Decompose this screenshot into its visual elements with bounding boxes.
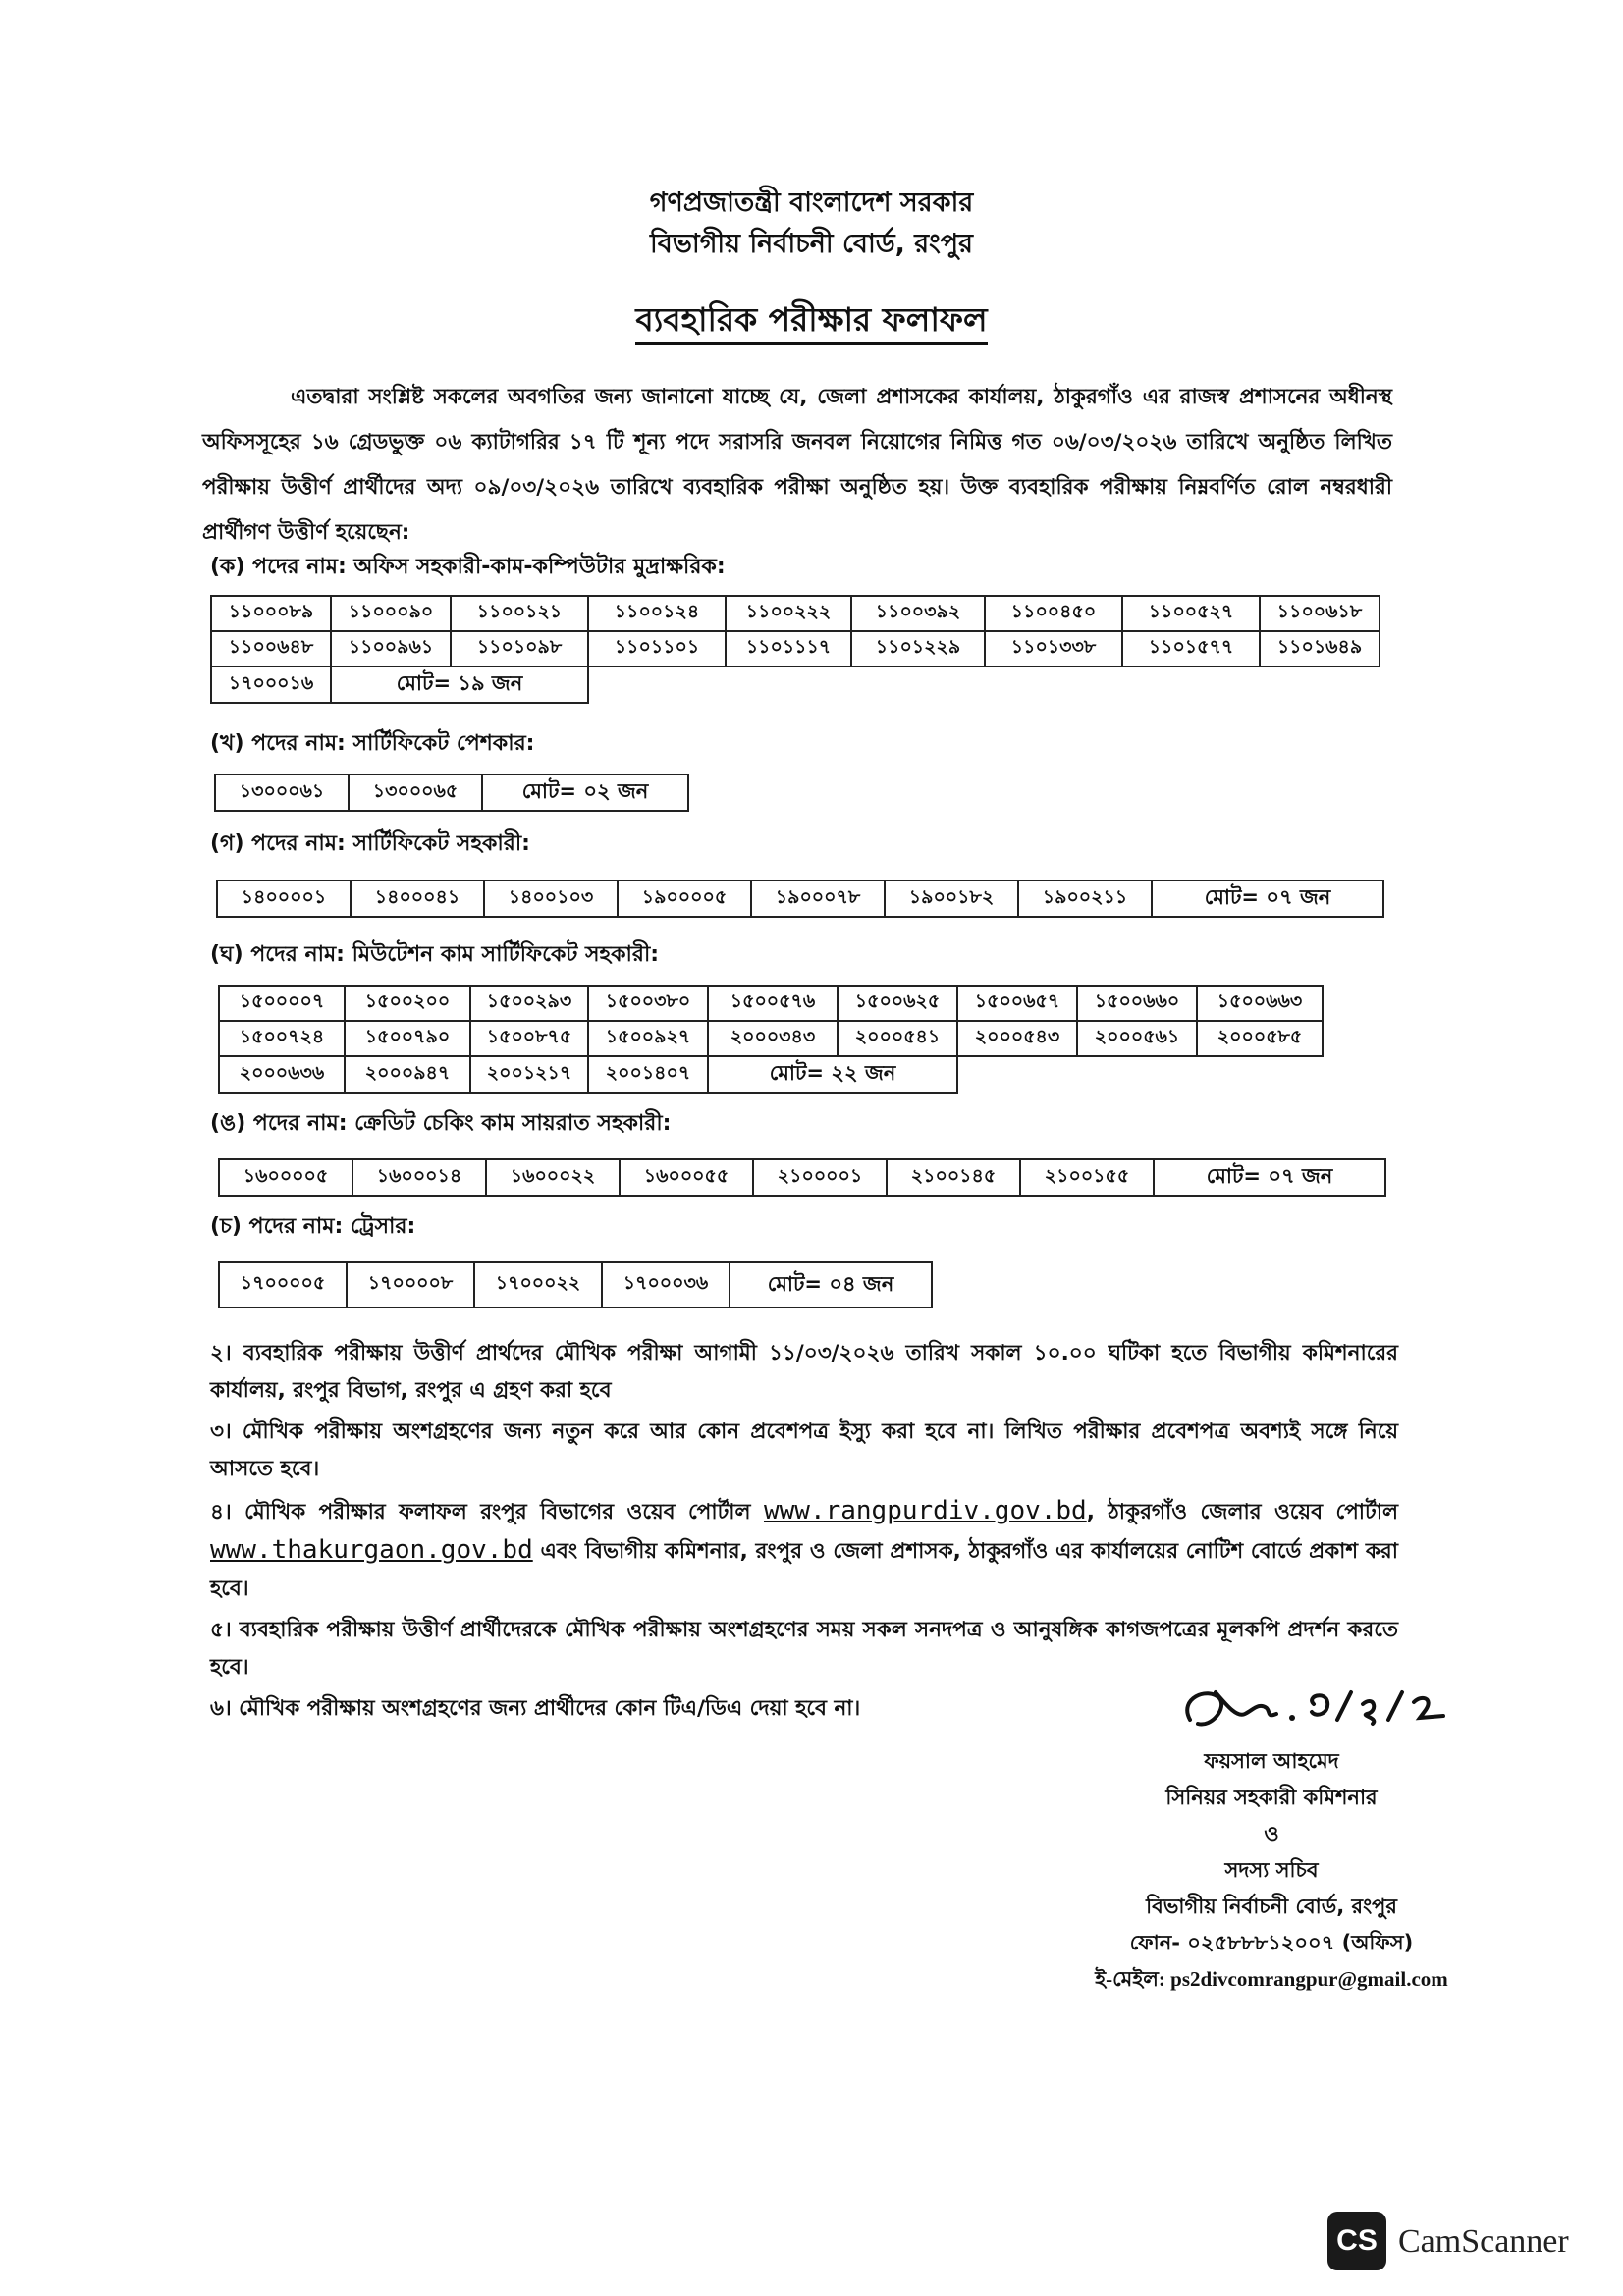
page-title: ব্যবহারিক পরীক্ষার ফলাফল — [0, 294, 1623, 349]
roll-cell: ১৫০০৭৯০ — [345, 1021, 470, 1056]
roll-cell: ১৭০০০২২ — [474, 1262, 602, 1308]
signatory-name: ফয়সাল আহমেদ — [1204, 1749, 1339, 1773]
roll-cell: ১৯০০১৮২ — [885, 881, 1018, 917]
roll-cell: ১৬০০০১৪ — [352, 1159, 486, 1196]
roll-table-gha — [218, 985, 1324, 1094]
post-title-gha: (ঘ) পদের নাম: মিউটেশন কাম সার্টিফিকেট সহকারী: — [210, 942, 660, 967]
roll-cell: ১৫০০৬৬৩ — [1197, 986, 1323, 1021]
roll-cell: ১৫০০৮৭৫ — [470, 1021, 588, 1056]
roll-cell: ১৯০০০০৫ — [618, 881, 751, 917]
roll-cell: ১১০০২২২ — [726, 596, 851, 631]
roll-table-ga — [216, 880, 1384, 918]
table-row — [219, 1021, 1323, 1056]
table-row — [217, 881, 1383, 917]
roll-cell: ১৫০০০০৭ — [219, 986, 345, 1021]
roll-cell: ১৬০০০০৫ — [219, 1159, 352, 1196]
roll-cell: ১৪০০০০১ — [217, 881, 351, 917]
roll-cell: ২০০০৫৬১ — [1077, 1021, 1197, 1056]
total-count: মোট= ২২ জন — [708, 1056, 957, 1093]
post-title-kha: (খ) পদের নাম: সার্টিফিকেট পেশকার: — [210, 731, 535, 756]
roll-cell: ১১০০৫২৭ — [1122, 596, 1260, 631]
roll-cell: ১১০০৩৯২ — [851, 596, 985, 631]
government-header: গণপ্রজাতন্ত্রী বাংলাদেশ সরকার — [649, 187, 974, 218]
rangpur-portal-link[interactable]: www.rangpurdiv.gov.bd — [763, 1496, 1087, 1525]
table-row — [219, 1159, 1385, 1196]
roll-cell: ১১০০৬৪৮ — [211, 631, 331, 667]
roll-cell: ১৫০০৬২৫ — [838, 986, 957, 1021]
signatory-phone: ফোন- ০২৫৮৮৮১২০০৭ (অফিস) — [1129, 1931, 1414, 1954]
roll-cell: ২১০০১৫৫ — [1020, 1159, 1154, 1196]
table-row — [219, 986, 1323, 1021]
table-row — [215, 774, 688, 811]
roll-cell: ১৪০০০৪১ — [351, 881, 484, 917]
intro-paragraph: এতদ্বারা সংশ্লিষ্ট সকলের অবগতির জন্য জানানো যাচ্ছে যে, জেলা প্রশাসকের কার্যালয়, ঠাকুরগাঁও এর রাজস্ব প্রশাসনের অধীনস্থ অফিসসূহের ১৬ গ্রেডভুক্ত ০৬ ক্যাটাগরির ১৭ টি শূন্য পদে সরাসরি জনবল নিয়োগের নিমিত্ত গত ০৬/০৩/২০২৬ তারিখে অনুষ্ঠিত লিখিত পরীক্ষায় উত্তীর্ণ প্রার্থীদের অদ্য ০৯/০৩/২০২৬ তারিখে ব্যবহারিক পরীক্ষা অনুষ্ঠিত হয়। উক্ত ব্যবহারিক পরীক্ষায় নিম্নবর্ণিত রোল নম্বরধারী প্রার্থীগণ উত্তীর্ণ হয়েছেন: — [202, 385, 1392, 545]
roll-cell: ১৭০০০৩৬ — [602, 1262, 730, 1308]
roll-cell: ১৫০০৬৫৭ — [957, 986, 1077, 1021]
roll-cell: ১১০১২২৯ — [851, 631, 985, 667]
roll-cell: ১৫০০৯২৭ — [588, 1021, 708, 1056]
total-count: মোট= ০৪ জন — [730, 1262, 932, 1308]
roll-cell: ১১০০০৮৯ — [211, 596, 331, 631]
roll-cell: ১১০০১২৪ — [588, 596, 726, 631]
roll-cell: ১১০১৩৩৮ — [985, 631, 1122, 667]
roll-cell: ১৬০০০৫৫ — [620, 1159, 753, 1196]
signatory-role: সদস্য সচিব — [1224, 1858, 1319, 1882]
roll-cell: ১৩০০০৬৫ — [349, 774, 482, 811]
roll-cell: ২০০০৬৩৬ — [219, 1056, 345, 1093]
roll-cell: ১১০১১১৭ — [726, 631, 851, 667]
roll-cell: ১৭০০০১৬ — [211, 667, 331, 703]
roll-cell: ১১০১০৯৮ — [451, 631, 588, 667]
signatory-email: ই-মেইল: ps2divcomrangpur@gmail.com — [1095, 1967, 1448, 1991]
roll-cell: ২০০০৩৪৩ — [708, 1021, 838, 1056]
roll-cell: ১১০০১২১ — [451, 596, 588, 631]
table-row — [219, 1056, 1323, 1093]
note-6: ৬। মৌখিক পরীক্ষায় অংশগ্রহণের জন্য প্রার্থীদের কোন টিএ/ডিএ দেয়া হবে না। — [210, 1696, 861, 1721]
handwritten-signature — [1168, 1669, 1473, 1747]
signatory-office: বিভাগীয় নির্বাচনী বোর্ড, রংপুর — [1146, 1895, 1397, 1918]
thakurgaon-portal-link[interactable]: www.thakurgaon.gov.bd — [210, 1535, 533, 1565]
roll-cell: ১১০১৫৭৭ — [1122, 631, 1260, 667]
roll-cell: ২০০০৯৪৭ — [345, 1056, 470, 1093]
roll-cell: ২০০০৫৮৫ — [1197, 1021, 1323, 1056]
roll-cell: ১৯০০২১১ — [1018, 881, 1152, 917]
roll-cell: ২১০০০০১ — [753, 1159, 887, 1196]
roll-table-kha — [214, 774, 689, 812]
note-4: ৪। মৌখিক পরীক্ষার ফলাফল রংপুর বিভাগের ওয়েব পোর্টাল www.rangpurdiv.gov.bd, ঠাকুরগাঁও জেলার ওয়েব পোর্টাল www.thakurgaon.gov.bd এবং বিভাগীয় কমিশনার, রংপুর ও জেলা প্রশাসক, ঠাকুরগাঁও এর কার্যালয়ের নোটিশ বোর্ডে প্রকাশ করা হবে। — [210, 1496, 1398, 1601]
post-title-ga: (গ) পদের নাম: সার্টিফিকেট সহকারী: — [210, 831, 530, 856]
post-title-uma: (ঙ) পদের নাম: ক্রেডিট চেকিং কাম সায়রাত সহকারী: — [210, 1111, 672, 1136]
note-5: ৫। ব্যবহারিক পরীক্ষায় উত্তীর্ণ প্রার্থীদেরকে মৌখিক পরীক্ষায় অংশগ্রহণের সময় সকল সনদপত্র ও আনুষঙ্গিক কাগজপত্রের মূলকপি প্রদর্শন করতে হবে। — [210, 1618, 1398, 1680]
signatory-designation: সিনিয়র সহকারী কমিশনার — [1165, 1786, 1378, 1809]
table-row — [211, 631, 1380, 667]
roll-table-ka — [210, 595, 1380, 704]
roll-cell: ২১০০১৪৫ — [887, 1159, 1020, 1196]
roll-table-uma — [218, 1158, 1386, 1197]
roll-cell: ১১০০০৯০ — [331, 596, 451, 631]
note-2: ২। ব্যবহারিক পরীক্ষায় উত্তীর্ণ প্রার্থদের মৌখিক পরীক্ষা আগামী ১১/০৩/২০২৬ তারিখ সকাল ১০.০০ ঘটিকা হতে বিভাগীয় কমিশনারের কার্যালয়, রংপুর বিভাগ, রংপুর এ গ্রহণ করা হবে — [210, 1341, 1398, 1403]
roll-cell: ১৪০০১০৩ — [484, 881, 618, 917]
total-count: মোট= ০৭ জন — [1152, 881, 1383, 917]
total-count: মোট= ০৭ জন — [1154, 1159, 1385, 1196]
camscanner-logo-icon: CS — [1327, 2212, 1386, 2270]
roll-cell: ১৫০০৩৮০ — [588, 986, 708, 1021]
roll-cell: ১৫০০৬৬০ — [1077, 986, 1197, 1021]
roll-cell: ১১০০৬১৮ — [1260, 596, 1380, 631]
signatory-and: ও — [1264, 1822, 1279, 1845]
roll-cell: ১৫০০২৯৩ — [470, 986, 588, 1021]
roll-cell: ২০০১৪০৭ — [588, 1056, 708, 1093]
post-title-ka: (ক) পদের নাম: অফিস সহকারী-কাম-কম্পিউটার মুদ্রাক্ষরিক: — [210, 555, 726, 579]
roll-cell: ১৫০০৭২৪ — [219, 1021, 345, 1056]
roll-cell: ১৫০০৫৭৬ — [708, 986, 838, 1021]
roll-cell: ১৯০০০৭৮ — [751, 881, 885, 917]
roll-cell: ১৭০০০০৫ — [219, 1262, 347, 1308]
roll-cell: ২০০০৫৪১ — [838, 1021, 957, 1056]
roll-table-cha — [218, 1261, 933, 1308]
note-3: ৩। মৌখিক পরীক্ষায় অংশগ্রহণের জন্য নতুন করে আর কোন প্রবেশপত্র ইস্যু করা হবে না। লিখিত পরীক্ষার প্রবেশপত্র অবশ্যই সঙ্গে নিয়ে আসতে হবে। — [210, 1419, 1398, 1481]
total-count: মোট= ১৯ জন — [331, 667, 588, 703]
total-count: মোট= ০২ জন — [482, 774, 688, 811]
roll-cell: ১১০০৪৫০ — [985, 596, 1122, 631]
roll-cell: ১৬০০০২২ — [486, 1159, 620, 1196]
camscanner-watermark — [1327, 2212, 1602, 2274]
roll-cell: ১৫০০২০০ — [345, 986, 470, 1021]
roll-cell: ২০০১২১৭ — [470, 1056, 588, 1093]
board-header: বিভাগীয় নির্বাচনী বোর্ড, রংপুর — [650, 229, 973, 259]
roll-cell: ২০০০৫৪৩ — [957, 1021, 1077, 1056]
table-row — [211, 667, 1380, 703]
table-row — [219, 1262, 932, 1308]
roll-cell: ১৭০০০০৮ — [347, 1262, 474, 1308]
signatory-block — [1060, 1743, 1483, 1998]
roll-cell: ১১০১১০১ — [588, 631, 726, 667]
roll-cell: ১১০০৯৬১ — [331, 631, 451, 667]
table-row — [211, 596, 1380, 631]
post-title-cha: (চ) পদের নাম: ট্রেসার: — [210, 1214, 416, 1239]
roll-cell: ১৩০০০৬১ — [215, 774, 349, 811]
camscanner-text: CamScanner — [1398, 2223, 1569, 2260]
roll-cell: ১১০১৬৪৯ — [1260, 631, 1380, 667]
